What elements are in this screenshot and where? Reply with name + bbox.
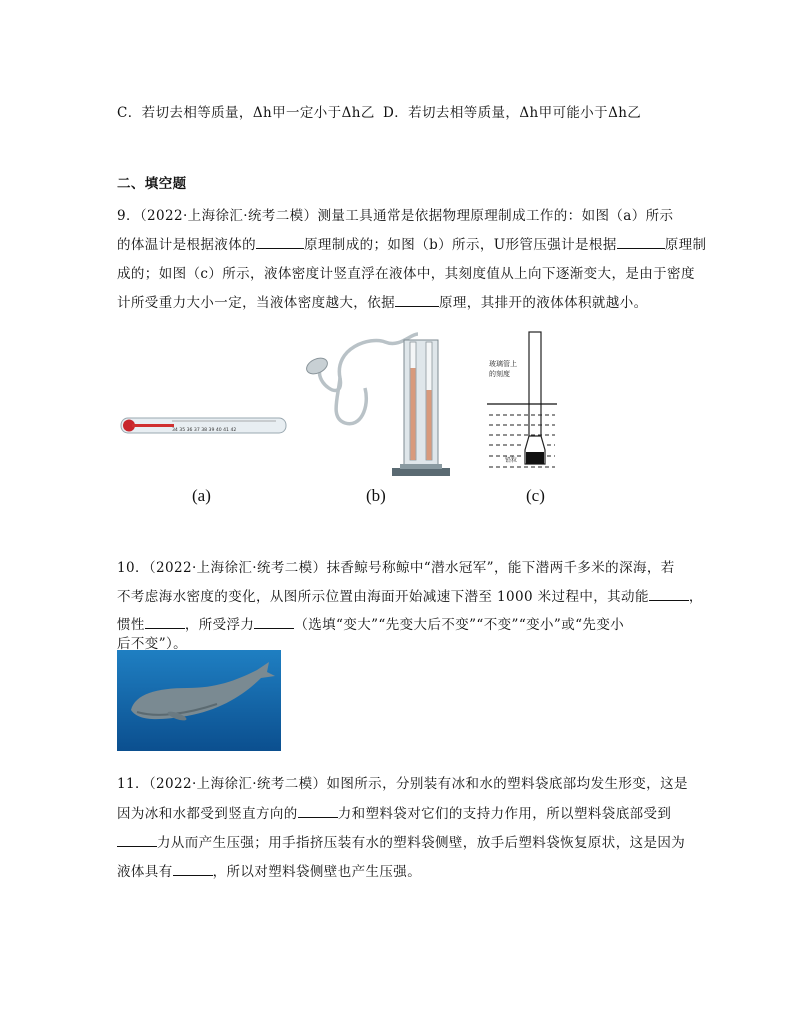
q10-text: 惯性 xyxy=(117,617,145,633)
q10-line-3 xyxy=(117,613,624,633)
thermometer-figure xyxy=(118,410,290,440)
q10-text: （选填“变大”“先变大后不变”“不变”“变小”或“先变小 xyxy=(294,617,625,633)
q11-text: ，所以对塑料袋侧壁也产生压强。 xyxy=(212,864,422,880)
q10-line-4: 后不变”）。 xyxy=(117,636,188,652)
answer-blank[interactable] xyxy=(173,863,213,876)
option-c: C．若切去相等质量，Δh甲一定小于Δh乙 xyxy=(117,105,375,121)
q11-line-3 xyxy=(117,831,685,851)
hydrometer-note-2: 的刻度 xyxy=(489,370,510,378)
q10-text: ，所受浮力 xyxy=(184,617,255,633)
q11-text: 力从而产生压强；用手指挤压装有水的塑料袋侧壁，放手后塑料袋恢复原状，这是因为 xyxy=(157,835,686,851)
answer-blank[interactable] xyxy=(395,294,439,307)
section-title: 二、填空题 xyxy=(117,176,187,192)
q9-text: 的体温计是根据液体的 xyxy=(117,237,256,253)
q11-line-1: 11．（2022·上海徐汇·统考二模）如图所示，分别装有冰和水的塑料袋底部均发生形变，这是 xyxy=(117,776,688,792)
q11-text: 力和塑料袋对它们的支持力作用，所以塑料袋底部受到 xyxy=(337,806,672,822)
whale-photo xyxy=(117,650,281,751)
thermometer-scale: 34 35 36 37 38 39 40 41 42 xyxy=(172,428,237,433)
q9-line-1: 9．（2022·上海徐汇·统考二模）测量工具通常是依据物理原理制成工作的：如图（a）所示 xyxy=(117,208,674,224)
q9-text: 原理制成的；如图（b）所示，U形管压强计是根据 xyxy=(304,237,617,253)
manometer-figure xyxy=(300,328,450,480)
q11-text: 因为冰和水都受到竖直方向的 xyxy=(117,806,298,822)
lead-weight xyxy=(526,452,544,464)
answer-blank[interactable] xyxy=(617,236,665,249)
hydrometer-note-1: 玻璃管上 xyxy=(489,360,517,368)
q11-line-4 xyxy=(117,860,421,880)
option-d: D．若切去相等质量，Δh甲可能小于Δh乙 xyxy=(383,105,642,121)
answer-blank[interactable] xyxy=(254,616,294,629)
q10-text: ， xyxy=(688,589,703,605)
q9-text: 原理制 xyxy=(664,237,707,253)
hydrometer-weight-label: 铅粒 xyxy=(505,457,518,464)
answer-blank[interactable] xyxy=(145,616,185,629)
figure-label-b: (b) xyxy=(366,486,386,505)
q10-line-1: 10．（2022·上海徐汇·统考二模）抹香鲸号称鲸中“潜水冠军”，能下潜两千多米的深海，若 xyxy=(117,560,675,576)
figure-label-c: (c) xyxy=(526,486,545,505)
q9-line-2 xyxy=(117,233,706,253)
q9-line-3: 成的；如图（c）所示，液体密度计竖直浮在液体中，其刻度值从上向下逐渐变大，是由于密度 xyxy=(117,266,695,282)
q9-text: 计所受重力大小一定，当液体密度越大，依据 xyxy=(117,295,395,311)
q9-line-4 xyxy=(117,291,648,311)
q10-line-2 xyxy=(117,585,703,605)
q10-text: 不考虑海水密度的变化，从图所示位置由海面开始减速下潜至 1000 米过程中，其动能 xyxy=(117,589,649,605)
answer-blank[interactable] xyxy=(298,805,338,818)
q11-line-2 xyxy=(117,802,671,822)
q9-text: 原理，其排开的液体体积就越小。 xyxy=(439,295,648,311)
answer-blank[interactable] xyxy=(117,834,157,847)
answer-blank[interactable] xyxy=(649,588,689,601)
answer-blank[interactable] xyxy=(256,236,304,249)
q11-text: 液体具有 xyxy=(117,864,173,880)
figure-label-a: (a) xyxy=(192,486,211,505)
probe-head xyxy=(304,355,330,377)
hydrometer-figure xyxy=(487,328,559,476)
